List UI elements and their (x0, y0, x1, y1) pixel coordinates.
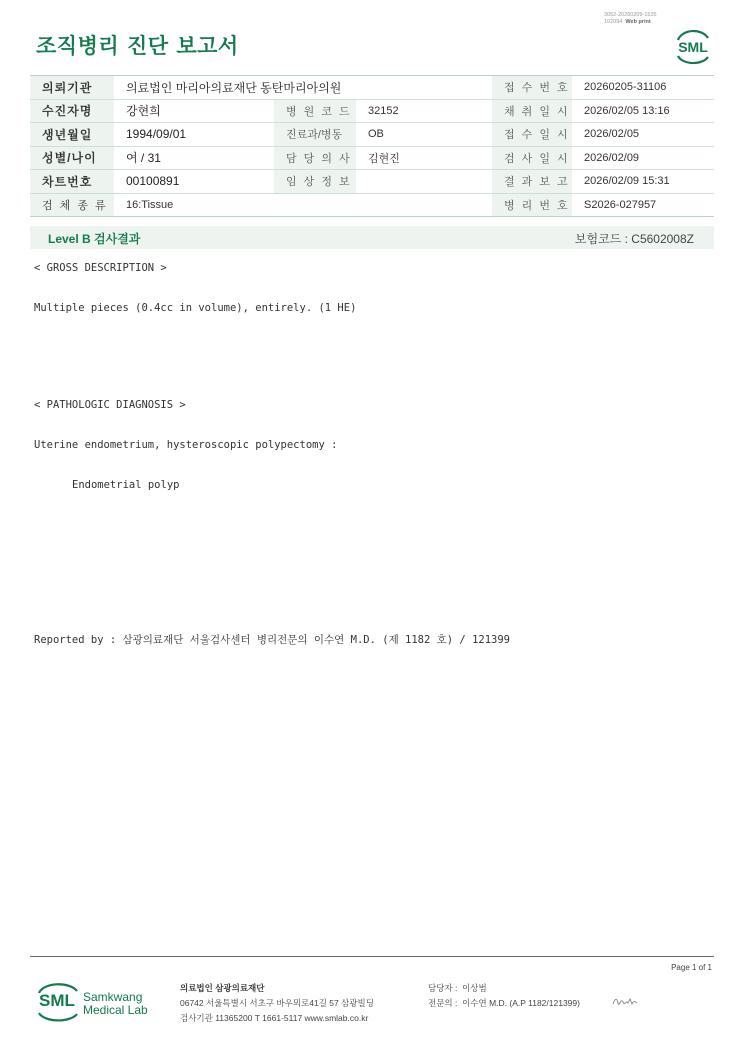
footer-staff (428, 981, 580, 1011)
dept-label: 진료과/병동 (274, 123, 356, 147)
table-row (30, 170, 714, 194)
staff-name: 이상범 (462, 983, 487, 993)
receipt-date-value: 2026/02/05 (572, 123, 714, 147)
pathology-no-label: 병 리 번 호 (492, 193, 572, 217)
web-print-label: Web print (625, 19, 651, 25)
dept-value: OB (356, 123, 492, 147)
doc-number-line1: 3052-20260209-1535 (604, 12, 657, 18)
gross-text: Multiple pieces (0.4cc in volume), entirely. (1 HE) (34, 302, 357, 314)
specimen-value: 16:Tissue (114, 193, 492, 217)
sex-age-value: 여 / 31 (114, 146, 274, 170)
insurance-code: 보험코드 : C5602008Z (574, 232, 694, 246)
signature-icon (612, 995, 638, 1007)
diagnosis-site: Uterine endometrium, hysteroscopic polypectomy : (34, 439, 338, 451)
report-title: 조직병리 진단 보고서 (36, 34, 239, 58)
patient-name-label: 수진자명 (30, 99, 114, 123)
table-row (30, 123, 714, 147)
receipt-date-label: 접 수 일 시 (492, 123, 572, 147)
dob-label: 생년월일 (30, 123, 114, 147)
svg-text:Samkwang: Samkwang (83, 990, 143, 1004)
doc-number-line2: 102094 (604, 19, 623, 25)
diagnosis-heading: < PATHOLOGIC DIAGNOSIS > (34, 399, 186, 411)
chart-no-value: 00100891 (114, 170, 274, 194)
receipt-no-label: 접 수 번 호 (492, 76, 572, 100)
specialist-name: 이수연 M.D. (A.P 1182/121399) (462, 998, 580, 1008)
samkwang-logo-icon (37, 981, 157, 1027)
request-org-value: 의료법인 마리아의료재단 동탄마리아의원 (114, 76, 492, 100)
dob-value: 1994/09/01 (114, 123, 274, 147)
sex-age-label: 성별/나이 (30, 146, 114, 170)
report-datetime-value: 2026/02/09 15:31 (572, 170, 714, 194)
doctor-label: 담 당 의 사 (274, 146, 356, 170)
diagnosis-text: Endometrial polyp (72, 479, 180, 491)
receipt-no-value: 20260205-31106 (572, 76, 714, 100)
exam-date-value: 2026/02/09 (572, 146, 714, 170)
doctor-value: 김현진 (356, 146, 492, 170)
clinical-info-label: 임 상 정 보 (274, 170, 356, 194)
reported-by: Reported by : 삼광의료재단 서울검사센터 병리전문의 이수연 M.D. (제 1182 호) / 121399 (34, 634, 511, 646)
collection-datetime-label: 채 취 일 시 (492, 99, 572, 123)
pathology-no-value: S2026-027957 (572, 193, 714, 217)
footer-divider (30, 956, 714, 957)
table-row (30, 193, 714, 217)
gross-heading: < GROSS DESCRIPTION > (34, 262, 167, 274)
result-level-bar (30, 226, 714, 249)
table-row (30, 146, 714, 170)
footer-contact: 검사기관 11365200 T 1661-5117 www.smlab.co.kr (180, 1013, 369, 1023)
svg-text:SML: SML (39, 991, 75, 1010)
footer-address: 06742 서울특별시 서초구 바우뫼로41길 57 삼광빌딩 (180, 998, 374, 1008)
document-number (604, 12, 657, 26)
sml-logo-icon (672, 26, 714, 64)
patient-info-table (30, 75, 714, 217)
table-row (30, 99, 714, 123)
specimen-label: 검 체 종 류 (30, 193, 114, 217)
footer-organization (180, 981, 374, 1026)
staff-label: 담당자 : (428, 983, 458, 993)
request-org-label: 의뢰기관 (30, 76, 114, 100)
collection-datetime-value: 2026/02/05 13:16 (572, 99, 714, 123)
page-number: Page 1 of 1 (671, 963, 712, 972)
exam-date-label: 검 사 일 시 (492, 146, 572, 170)
result-level: Level B 검사결과 (48, 232, 141, 246)
specialist-label: 전문의 : (428, 998, 458, 1008)
patient-name-value: 강현희 (114, 99, 274, 123)
hospital-code-label: 병 원 코 드 (274, 99, 356, 123)
svg-text:Medical Lab: Medical Lab (83, 1003, 148, 1017)
hospital-code-value: 32152 (356, 99, 492, 123)
report-datetime-label: 결 과 보 고 (492, 170, 572, 194)
clinical-info-value (356, 170, 492, 194)
chart-no-label: 차트번호 (30, 170, 114, 194)
table-row (30, 76, 714, 100)
footer-org-name: 의료법인 삼광의료재단 (180, 983, 265, 993)
svg-text:SML: SML (678, 39, 708, 55)
